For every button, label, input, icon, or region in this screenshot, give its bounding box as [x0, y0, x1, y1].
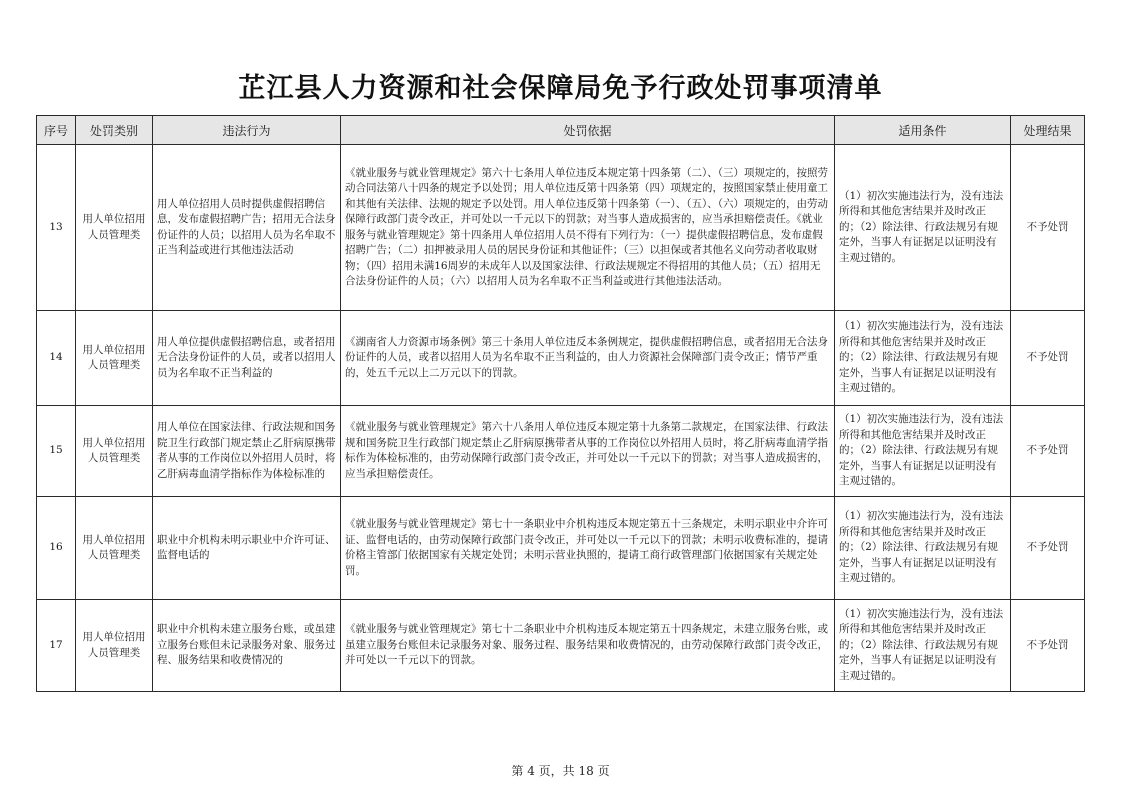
penalty-type: 用人单位招用人员管理类 — [76, 600, 153, 692]
applicable-condition: （1）初次实施违法行为，没有违法所得和其他危害结果并及时改正的；（2）除法律、行政法规另有规定外，当事人有证据足以证明没有主观过错的。 — [835, 600, 1011, 692]
legal-basis: 《湖南省人力资源市场条例》第三十条用人单位违反本条例规定，提供虚假招聘信息，或者招用无合法身份证件的人员，或者以招用人员为名牟取不正当利益的，由人力资源社会保障部门责令改正；情节严重的，处五千元以上二万元以下的罚款。 — [341, 311, 835, 406]
penalty-type: 用人单位招用人员管理类 — [76, 406, 153, 497]
applicable-condition: （1）初次实施违法行为，没有违法所得和其他危害结果并及时改正的；（2）除法律、行政法规另有规定外，当事人有证据足以证明没有主观过错的。 — [835, 311, 1011, 406]
row-number: 13 — [37, 145, 76, 311]
legal-basis: 《就业服务与就业管理规定》第七十一条职业中介机构违反本规定第五十三条规定，未明示职业中介许可证、监督电话的，由劳动保障行政部门责令改正，并可处以一千元以下的罚款；未明示收费标准的，提请价格主管部门依据国家有关规定处罚；未明示营业执照的，提请工商行政管理部门依据国家有关规定处罚。 — [341, 497, 835, 600]
table-row — [37, 600, 1085, 692]
applicable-condition: （1）初次实施违法行为，没有违法所得和其他危害结果并及时改正的；（2）除法律、行政法规另有规定外，当事人有证据足以证明没有主观过错的。 — [835, 497, 1011, 600]
penalty-type: 用人单位招用人员管理类 — [76, 145, 153, 311]
violation: 职业中介机构未建立服务台账，或虽建立服务台账但未记录服务对象、服务过程、服务结果和收费情况的 — [153, 600, 341, 692]
table-row — [37, 497, 1085, 600]
table-row — [37, 406, 1085, 497]
handling-result: 不予处罚 — [1011, 497, 1085, 600]
row-number: 14 — [37, 311, 76, 406]
handling-result: 不予处罚 — [1011, 145, 1085, 311]
applicable-condition: （1）初次实施违法行为，没有违法所得和其他危害结果并及时改正的；（2）除法律、行政法规另有规定外，当事人有证据足以证明没有主观过错的。 — [835, 145, 1011, 311]
handling-result: 不予处罚 — [1011, 406, 1085, 497]
violation: 职业中介机构未明示职业中介许可证、监督电话的 — [153, 497, 341, 600]
header-basis: 处罚依据 — [341, 116, 835, 145]
penalty-type: 用人单位招用人员管理类 — [76, 311, 153, 406]
header-no: 序号 — [37, 116, 76, 145]
handling-result: 不予处罚 — [1011, 600, 1085, 692]
header-act: 违法行为 — [153, 116, 341, 145]
page-number: 第 4 页，共 18 页 — [511, 764, 610, 778]
header-condition: 适用条件 — [835, 116, 1011, 145]
table-header-row — [37, 116, 1085, 145]
row-number: 15 — [37, 406, 76, 497]
row-number: 17 — [37, 600, 76, 692]
penalty-type: 用人单位招用人员管理类 — [76, 497, 153, 600]
table-row — [37, 145, 1085, 311]
header-result: 处理结果 — [1011, 116, 1085, 145]
legal-basis: 《就业服务与就业管理规定》第七十二条职业中介机构违反本规定第五十四条规定，未建立服务台账，或虽建立服务台账但未记录服务对象、服务过程、服务结果和收费情况的，由劳动保障行政部门责令改正，并可处以一千元以下的罚款。 — [341, 600, 835, 692]
violation: 用人单位招用人员时提供虚假招聘信息，发布虚假招聘广告；招用无合法身份证件的人员；以招用人员为名牟取不正当利益或进行其他违法活动 — [153, 145, 341, 311]
violation: 用人单位在国家法律、行政法规和国务院卫生行政部门规定禁止乙肝病原携带者从事的工作岗位以外招用人员时，将乙肝病毒血清学指标作为体检标准的 — [153, 406, 341, 497]
handling-result: 不予处罚 — [1011, 311, 1085, 406]
legal-basis: 《就业服务与就业管理规定》第六十八条用人单位违反本规定第十九条第二款规定，在国家法律、行政法规和国务院卫生行政部门规定禁止乙肝病原携带者从事的工作岗位以外招用人员时，将乙肝病毒血清学指标作为体检标准的，由劳动保障行政部门责令改正，并可处以一千元以下的罚款；对当事人造成损害的，应当承担赔偿责任。 — [341, 406, 835, 497]
header-type: 处罚类别 — [76, 116, 153, 145]
penalty-exemption-table — [36, 115, 1085, 692]
row-number: 16 — [37, 497, 76, 600]
legal-basis: 《就业服务与就业管理规定》第六十七条用人单位违反本规定第十四条第（二）、（三）项规定的，按照劳动合同法第八十四条的规定予以处罚；用人单位违反第十四条第（四）项规定的，按照国家禁止使用童工和其他有关法律、法规的规定予以处罚。用人单位违反第十四条第（一）、（五）、（六）项规定的，由劳动保障行政部门责令改正，并可处以一千元以下的罚款；对当事人造成损害的，应当承担赔偿责任。《就业服务与就业管理规定》第十四条用人单位招用人员不得有下列行为：（一）提供虚假招聘信息，发布虚假招聘广告；（二）扣押被录用人员的居民身份证和其他证件；（三）以担保或者其他名义向劳动者收取财物；（四）招用未满16周岁的未成年人以及国家法律、行政法规规定不得招用的其他人员；（五）招用无合法身份证件的人员；（六）以招用人员为名牟取不正当利益或进行其他违法活动。 — [341, 145, 835, 311]
table-row — [37, 311, 1085, 406]
violation: 用人单位提供虚假招聘信息，或者招用无合法身份证件的人员，或者以招用人员为名牟取不正当利益的 — [153, 311, 341, 406]
page-title: 芷江县人力资源和社会保障局免予行政处罚事项清单 — [238, 73, 883, 104]
applicable-condition: （1）初次实施违法行为，没有违法所得和其他危害结果并及时改正的；（2）除法律、行政法规另有规定外，当事人有证据足以证明没有主观过错的。 — [835, 406, 1011, 497]
